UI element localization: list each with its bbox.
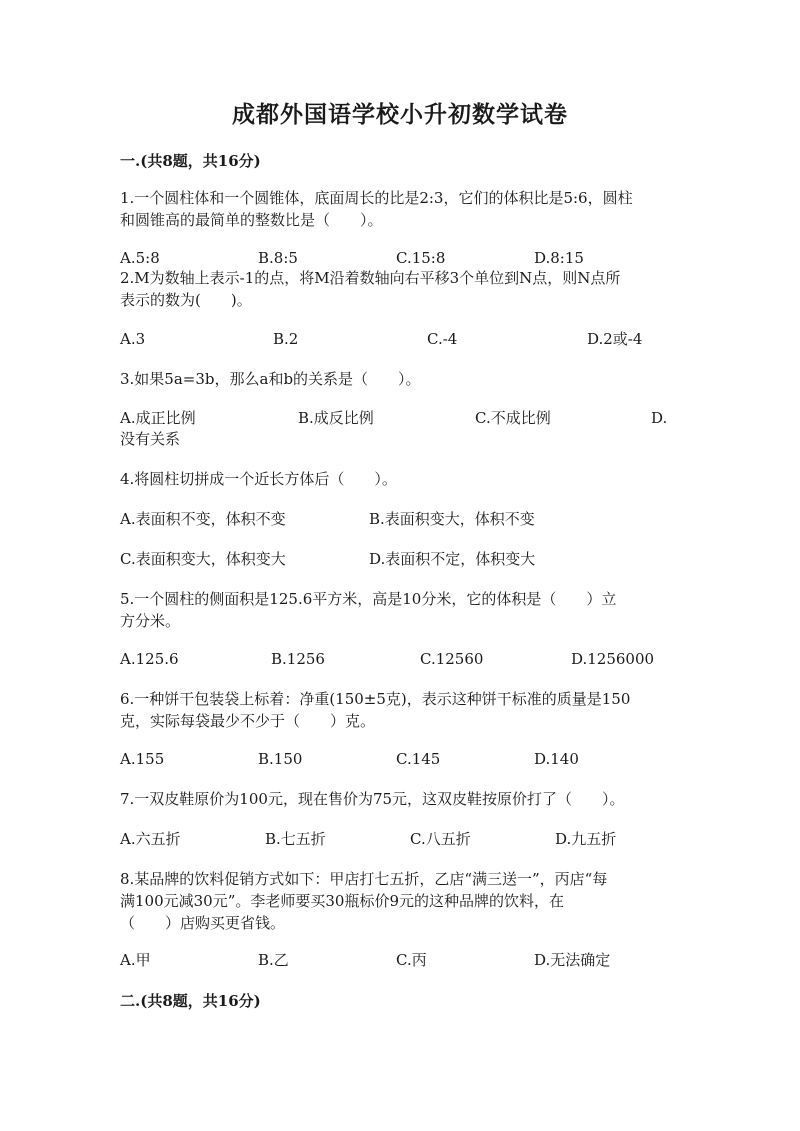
section-heading-2: 二.(共8题，共16分) — [120, 992, 261, 1010]
option-d: D.8:15 — [534, 249, 584, 267]
option-b: B.2 — [273, 330, 299, 348]
option-d: D.九五折 — [555, 830, 617, 848]
question-2 — [120, 267, 682, 311]
option-c: C.八五折 — [410, 830, 471, 848]
question-text-line: 4.将圆柱切拼成一个近长方体后（ ）。 — [120, 470, 397, 488]
options-row-5 — [120, 648, 690, 670]
question-text-line: （ ）店购买更省钱。 — [120, 914, 286, 932]
option-b: B.表面积变大，体积不变 — [369, 510, 535, 528]
question-text-line: 满100元减30元”。李老师要买30瓶标价9元的这种品牌的饮料，在 — [120, 892, 565, 910]
question-4 — [120, 468, 682, 490]
options-row-7 — [120, 828, 690, 850]
option-c: C.-4 — [427, 330, 458, 348]
option-c: C.12560 — [420, 650, 484, 668]
question-6 — [120, 688, 682, 732]
option-a: A.表面积不变，体积不变 — [120, 510, 286, 528]
option-c: C.145 — [396, 750, 441, 768]
option-d: D.无法确定 — [534, 951, 611, 969]
options-row-4a — [120, 508, 690, 530]
question-8 — [120, 868, 682, 934]
option-b: B.乙 — [258, 951, 289, 969]
option-c: C.不成比例 — [475, 409, 551, 427]
option-b: B.七五折 — [265, 830, 326, 848]
option-a: A.5:8 — [120, 249, 160, 267]
option-c: C.表面积变大，体积变大 — [120, 550, 286, 568]
option-b: B.150 — [258, 750, 303, 768]
option-a: A.125.6 — [120, 650, 179, 668]
option-b: B.成反比例 — [298, 409, 374, 427]
options-row-1 — [120, 247, 690, 269]
option-d: D.140 — [534, 750, 579, 768]
option-a: A.155 — [120, 750, 165, 768]
question-text-line: 表示的数为( )。 — [120, 291, 252, 309]
option-d: D. — [651, 409, 668, 427]
section-heading-1: 一.(共8题，共16分) — [120, 152, 261, 170]
option-d: D.2或-4 — [587, 330, 643, 348]
options-row-4b — [120, 548, 690, 570]
question-text-line: 6.一种饼干包装袋上标着：净重(150±5克)，表示这种饼干标准的质量是150 — [120, 690, 631, 708]
question-5 — [120, 588, 682, 632]
option-c: C.15:8 — [396, 249, 446, 267]
options-row-6 — [120, 748, 690, 770]
question-text-line: 2.M为数轴上表示-1的点，将M沿着数轴向右平移3个单位到N点，则N点所 — [120, 269, 621, 287]
question-7 — [120, 788, 682, 810]
option-b: B.1256 — [271, 650, 325, 668]
option-a: A.成正比例 — [120, 409, 196, 427]
question-text-line: 克，实际每袋最少不少于（ ）克。 — [120, 712, 376, 730]
options-row-8 — [120, 949, 690, 971]
options-row-2 — [120, 328, 690, 350]
page-title: 成都外国语学校小升初数学试卷 — [232, 101, 568, 128]
question-text-line: 3.如果5a=3b，那么a和b的关系是（ ）。 — [120, 370, 421, 388]
options-row-3 — [120, 407, 690, 429]
option-b: B.8:5 — [258, 249, 298, 267]
option-d: D.1256000 — [571, 650, 655, 668]
option-d: D.表面积不定，体积变大 — [369, 550, 536, 568]
question-text-line: 5.一个圆柱的侧面积是125.6平方米，高是10分米，它的体积是（ ）立 — [120, 590, 617, 608]
question-text-line: 1.一个圆柱体和一个圆锥体，底面周长的比是2:3，它们的体积比是5:6，圆柱 — [120, 189, 633, 207]
option-d-continuation: 没有关系 — [120, 430, 181, 448]
question-text-line: 方分米。 — [120, 612, 181, 630]
question-1 — [120, 187, 682, 231]
option-a: A.六五折 — [120, 830, 181, 848]
question-3 — [120, 368, 682, 390]
option-a: A.3 — [120, 330, 146, 348]
question-text-line: 7.一双皮鞋原价为100元，现在售价为75元，这双皮鞋按原价打了（ ）。 — [120, 790, 625, 808]
question-text-line: 8.某品牌的饮料促销方式如下：甲店打七五折，乙店“满三送一”，丙店“每 — [120, 870, 608, 888]
option-a: A.甲 — [120, 951, 151, 969]
question-text-line: 和圆锥高的最简单的整数比是（ ）。 — [120, 211, 383, 229]
option-c: C.丙 — [396, 951, 427, 969]
